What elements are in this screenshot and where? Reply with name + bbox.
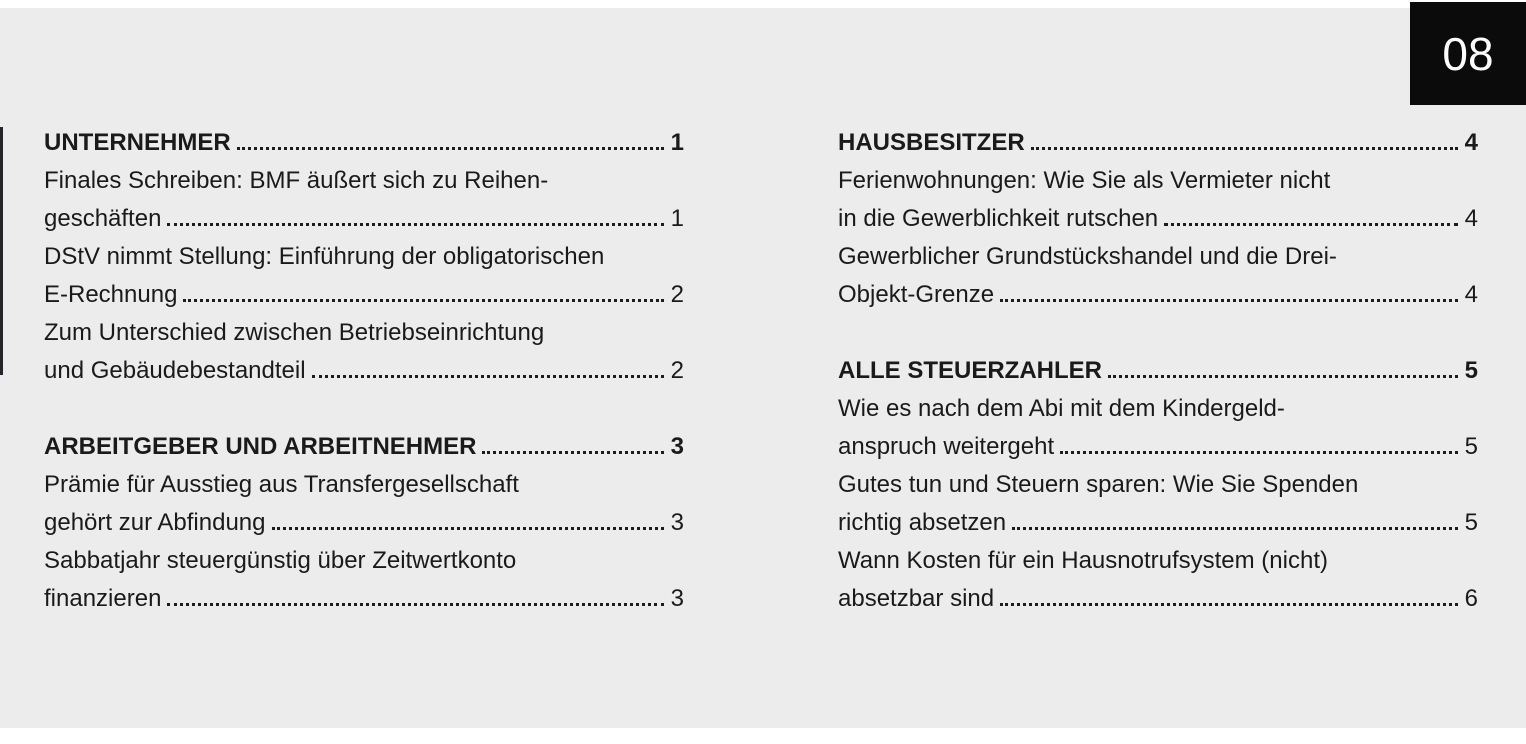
toc-entry-text: anspruch weitergeht [838,433,1055,460]
dot-leader [1000,603,1458,606]
dot-leader [1012,527,1458,530]
toc-entry-text: absetzbar sind [838,585,995,612]
dot-leader [237,147,664,150]
dot-leader [482,451,663,454]
toc-row [44,200,684,238]
toc-entry-text: richtig absetzen [838,509,1007,536]
toc-page-number: 5 [1464,357,1478,384]
toc-page-number: 4 [1464,129,1478,156]
table-of-contents [44,124,1478,618]
toc-entry-text: gehört zur Abfindung [44,509,266,536]
toc-page-number: 5 [1464,433,1478,460]
toc-row [838,466,1478,504]
toc-entry-text: in die Gewerblichkeit rutschen [838,205,1159,232]
toc-row [44,504,684,542]
toc-row [838,124,1478,162]
toc-row [44,238,684,276]
toc-row [44,542,684,580]
toc-entry-text: Wie es nach dem Abi mit dem Kindergeld- [838,395,1285,422]
toc-row [838,580,1478,618]
dot-leader [167,603,663,606]
toc-entry-text: Gewerblicher Grundstückshandel und die Drei- [838,243,1337,270]
toc-row [838,200,1478,238]
page-number-tab-label: 08 [1442,27,1494,80]
toc-page-number: 2 [670,281,684,308]
toc-page-number: 2 [670,357,684,384]
toc-entry-text: finanzieren [44,585,162,612]
dot-leader [1031,147,1458,150]
toc-entry-text: Objekt-Grenze [838,281,995,308]
toc-entry-text: E-Rechnung [44,281,178,308]
toc-entry-text: und Gebäudebestandteil [44,357,306,384]
toc-row [838,504,1478,542]
page-edge-mark [0,127,3,375]
toc-section-title: HAUSBESITZER [838,129,1025,156]
toc-entry-text: Zum Unterschied zwischen Betriebseinrichtung [44,319,545,346]
dot-leader [1060,451,1458,454]
toc-page-number: 1 [670,129,684,156]
toc-page-number: 4 [1464,281,1478,308]
toc-row [838,390,1478,428]
toc-row [44,276,684,314]
toc-row [44,314,684,352]
toc-entry-text: Sabbatjahr steuergünstig über Zeitwertkonto [44,547,517,574]
dot-leader [1164,223,1457,226]
dot-leader [167,223,663,226]
toc-row [838,276,1478,314]
toc-page-number: 1 [670,205,684,232]
toc-entry-text: DStV nimmt Stellung: Einführung der obligatorischen [44,243,605,270]
page-number-tab [1410,2,1526,105]
toc-entry-text: Finales Schreiben: BMF äußert sich zu Reihen- [44,167,549,194]
toc-row [838,352,1478,390]
dot-leader [272,527,664,530]
toc-row [838,428,1478,466]
toc-row [838,162,1478,200]
section-spacer [44,390,684,428]
toc-row [44,162,684,200]
dot-leader [1000,299,1458,302]
toc-section-title: UNTERNEHMER [44,129,231,156]
section-spacer [838,314,1478,352]
dot-leader [312,375,664,378]
toc-row [44,580,684,618]
toc-row [44,124,684,162]
toc-row [44,428,684,466]
toc-entry-text: Wann Kosten für ein Hausnotrufsystem (nicht) [838,547,1328,574]
toc-page-number: 3 [670,585,684,612]
toc-entry-text: Ferienwohnungen: Wie Sie als Vermieter nicht [838,167,1331,194]
toc-section-title: ARBEITGEBER UND ARBEITNEHMER [44,433,477,460]
toc-column-left [44,124,684,618]
toc-page-number: 3 [670,509,684,536]
toc-entry-text: Prämie für Ausstieg aus Transfergesellschaft [44,471,519,498]
toc-entry-text: geschäften [44,205,162,232]
toc-column-right [838,124,1478,618]
toc-section-title: ALLE STEUERZAHLER [838,357,1102,384]
toc-row [838,542,1478,580]
dot-leader [183,299,663,302]
toc-page-number: 6 [1464,585,1478,612]
toc-row [44,352,684,390]
toc-row [44,466,684,504]
toc-entry-text: Gutes tun und Steuern sparen: Wie Sie Spenden [838,471,1359,498]
toc-row [838,238,1478,276]
toc-page-number: 5 [1464,509,1478,536]
dot-leader [1108,375,1458,378]
toc-page-number: 3 [670,433,684,460]
toc-page-number: 4 [1464,205,1478,232]
